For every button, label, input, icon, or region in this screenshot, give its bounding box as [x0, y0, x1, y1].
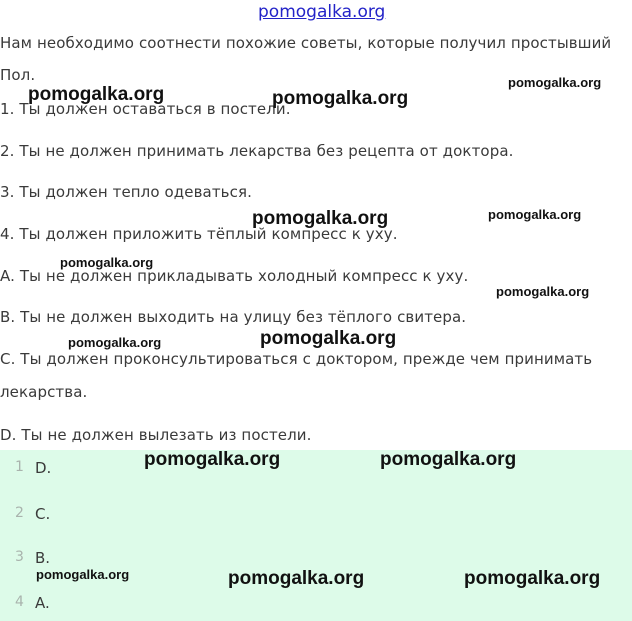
answer-number: 1 [15, 459, 24, 475]
advice-item-2: 2. Ты не должен принимать лекарства без рецепта от доктора. [0, 142, 514, 160]
watermark: pomogalka.org [144, 449, 281, 470]
advice-item-c-continued: лекарства. [0, 383, 88, 401]
advice-item-1: 1. Ты должен оставаться в постели. [0, 100, 291, 118]
advice-item-c: C. Ты должен проконсультироваться с доктором, прежде чем принимать [0, 350, 593, 368]
watermark: pomogalka.org [60, 255, 154, 270]
advice-item-3: 3. Ты должен тепло одеваться. [0, 183, 252, 201]
advice-item-d: D. Ты не должен вылезать из постели. [0, 426, 312, 444]
site-logo-link[interactable]: pomogalka.org [258, 2, 386, 22]
watermark: pomogalka.org [496, 284, 590, 299]
watermark: pomogalka.org [272, 88, 409, 109]
watermark: pomogalka.org [260, 328, 397, 349]
watermark: pomogalka.org [508, 75, 602, 90]
task-intro-line-2: Пол. [0, 66, 36, 84]
advice-item-b: B. Ты не должен выходить на улицу без тёплого свитера. [0, 308, 467, 326]
watermark: pomogalka.org [68, 335, 162, 350]
answer-number: 4 [15, 594, 24, 610]
watermark: pomogalka.org [36, 567, 130, 582]
answer-value: B. [35, 549, 51, 567]
watermark: pomogalka.org [380, 449, 517, 470]
answer-value: D. [35, 459, 52, 477]
answer-panel [0, 450, 632, 621]
watermark: pomogalka.org [488, 207, 582, 222]
answer-value: A. [35, 594, 50, 612]
watermark: pomogalka.org [228, 568, 365, 589]
answer-number: 2 [15, 505, 24, 521]
advice-item-4: 4. Ты должен приложить тёплый компресс к уху. [0, 225, 398, 243]
advice-item-a: A. Ты не должен прикладывать холодный компресс к уху. [0, 267, 469, 285]
watermark: pomogalka.org [28, 84, 165, 105]
watermark: pomogalka.org [252, 208, 389, 229]
watermark: pomogalka.org [464, 568, 601, 589]
task-intro-line-1: Нам необходимо соотнести похожие советы, которые получил простывший [0, 34, 612, 52]
answer-value: C. [35, 505, 51, 523]
answer-number: 3 [15, 549, 24, 565]
